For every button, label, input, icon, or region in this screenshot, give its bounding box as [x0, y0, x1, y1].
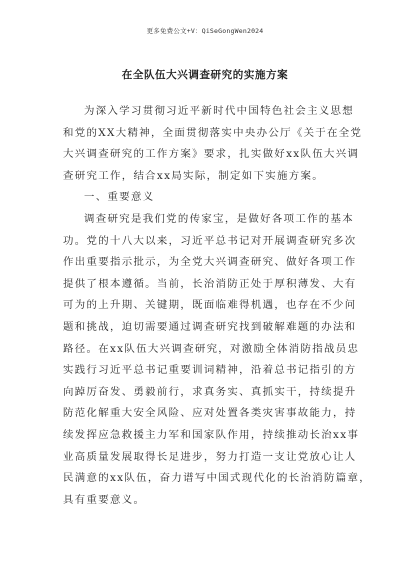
body-line: 续发挥应急救援主力军和国家队作用，持续推动长治xx事: [63, 428, 360, 441]
body-line: 路径。在xx队伍大兴调查研究，对激励全体消防指战员忠: [63, 342, 360, 355]
body-line: 提供了根本遵循。当前，长治消防正处于厚积薄发、大有: [63, 277, 357, 290]
body-line: 调查研究是我们党的传家宝，是做好各项工作的基本: [84, 212, 355, 225]
body-line: 向踔厉奋发、勇毅前行，求真务实、真抓实干，持续提升: [63, 385, 357, 398]
body-line: 和党的XX大精神，全面贯彻落实中央办公厅《关于在全党: [63, 126, 363, 139]
body-line: 为深入学习贯彻习近平新时代中国特色社会主义思想: [84, 105, 355, 117]
header-note: 更多免费公文+V：QiSeGongWen2024: [146, 27, 264, 35]
body-line: 查研究工作，结合xx局实际，制定如下实施方案。: [63, 169, 324, 182]
body-line: 功。党的十八大以来，习近平总书记对开展调查研究多次: [63, 234, 357, 247]
body-line: 作出重要指示批示，为全党大兴调查研究、做好各项工作: [63, 256, 357, 269]
body-line: 可为的上升期、关键期，既面临难得机遇，也存在不少问: [63, 299, 357, 312]
document-body: [63, 101, 371, 511]
body-line: 一、重要意义: [84, 191, 155, 204]
body-line: 大兴调查研究的工作方案》要求，扎实做好xx队伍大兴调: [63, 148, 360, 161]
body-line: 题和挑战，迫切需要通过调查研究找到破解难题的办法和: [63, 320, 357, 333]
body-line: 防范化解重大安全风险、应对处置各类灾害事故能力，持: [63, 407, 357, 420]
body-line: 民满意的xx队伍，奋力谱写中国式现代化的长治消防篇章，: [63, 472, 371, 485]
body-line: 实践行习近平总书记重要训词精神，沿着总书记指引的方: [63, 364, 357, 377]
body-line: 具有重要意义。: [63, 493, 146, 506]
document-title: 在全队伍大兴调查研究的实施方案: [121, 69, 289, 81]
body-line: 业高质量发展取得长足进步，努力打造一支让党放心让人: [63, 450, 357, 463]
